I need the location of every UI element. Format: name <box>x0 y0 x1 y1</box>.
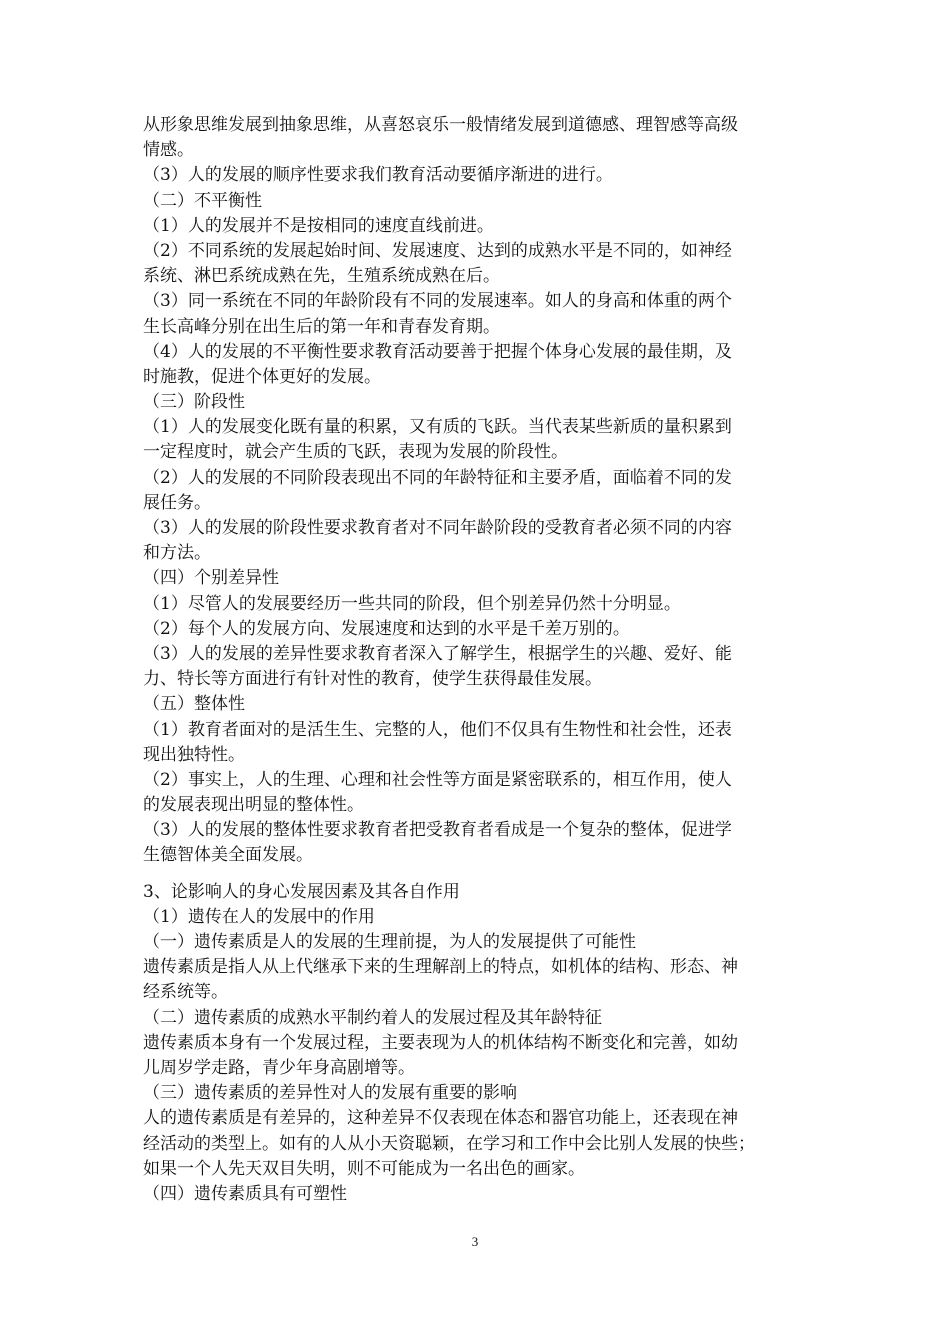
text-line: 生德智体美全面发展。 <box>143 845 313 866</box>
text-line: （3）人的发展的整体性要求教育者把受教育者看成是一个复杂的整体，促进学 <box>143 820 732 841</box>
text-line: （3）人的发展的阶段性要求教育者对不同年龄阶段的受教育者必须不同的内容 <box>143 518 732 538</box>
text-line: 经系统等。 <box>143 982 228 1003</box>
section-heading: （二）遗传素质的成熟水平制约着人的发展过程及其年龄特征 <box>143 1007 602 1028</box>
section-heading: （三）遗传素质的差异性对人的发展有重要的影响 <box>143 1083 517 1104</box>
text-line: 情感。 <box>143 140 194 161</box>
section-heading: （三）阶段性 <box>143 392 245 413</box>
text-line: 遗传素质是指人从上代继承下来的生理解剖上的特点，如机体的结构、形态、神 <box>143 957 738 978</box>
text-line: 力、特长等方面进行有针对性的教育，使学生获得最佳发展。 <box>143 669 602 690</box>
page-number: 3 <box>471 1234 479 1249</box>
text-line: （4）人的发展的不平衡性要求教育活动要善于把握个体身心发展的最佳期，及 <box>143 341 732 362</box>
text-block-section-3 <box>143 880 807 1207</box>
section-heading: （四）个别差异性 <box>143 568 279 589</box>
text-line: （1）人的发展并不是按相同的速度直线前进。 <box>143 215 494 236</box>
document-body <box>143 113 807 1207</box>
text-line: 儿周岁学走路，青少年身高剧增等。 <box>143 1057 415 1078</box>
section-heading: （五）整体性 <box>143 694 245 715</box>
text-line: （3）同一系统在不同的年龄阶段有不同的发展速率。如人的身高和体重的两个 <box>143 291 732 312</box>
text-line: （3）人的发展的顺序性要求我们教育活动要循序渐进的进行。 <box>143 165 613 186</box>
text-line: （1）教育者面对的是活生生、完整的人，他们不仅具有生物性和社会性，还表 <box>143 719 732 740</box>
text-line: 遗传素质本身有一个发展过程，主要表现为人的机体结构不断变化和完善，如幼 <box>143 1032 738 1053</box>
text-line: 如果一个人先天双目失明，则不可能成为一名出色的画家。 <box>143 1158 585 1179</box>
text-line: 展任务。 <box>143 492 211 513</box>
text-line: （3）人的发展的差异性要求教育者深入了解学生，根据学生的兴趣、爱好、能 <box>143 643 732 664</box>
text-block-top <box>143 113 807 869</box>
text-line: 生长高峰分别在出生后的第一年和青春发育期。 <box>143 316 500 337</box>
text-line: 和方法。 <box>143 543 211 564</box>
paragraph-gap <box>143 869 807 880</box>
text-line: 现出独特性。 <box>143 744 245 765</box>
text-line: 人的遗传素质是有差异的，这种差异不仅表现在体态和器官功能上，还表现在神 <box>143 1108 738 1129</box>
section-heading: （四）遗传素质具有可塑性 <box>143 1183 347 1204</box>
section-heading: （二）不平衡性 <box>143 190 262 211</box>
text-line: （1）尽管人的发展要经历一些共同的阶段，但个别差异仍然十分明显。 <box>143 593 681 614</box>
section-title: 3、论影响人的身心发展因素及其各自作用 <box>143 881 460 902</box>
text-line: （2）事实上，人的生理、心理和社会性等方面是紧密联系的，相互作用，使人 <box>143 769 732 790</box>
text-line: （1）遗传在人的发展中的作用 <box>143 906 375 927</box>
text-line: 经活动的类型上。如有的人从小天资聪颖，在学习和工作中会比别人发展的快些； <box>143 1133 755 1154</box>
text-line: 从形象思维发展到抽象思维，从喜怒哀乐一般情绪发展到道德感、理智感等高级 <box>143 115 738 135</box>
text-line: 一定程度时，就会产生质的飞跃，表现为发展的阶段性。 <box>143 442 568 463</box>
text-line: 时施教，促进个体更好的发展。 <box>143 366 381 387</box>
text-line: （1）人的发展变化既有量的积累，又有质的飞跃。当代表某些新质的量积累到 <box>143 417 732 438</box>
text-line: （2）每个人的发展方向、发展速度和达到的水平是千差万别的。 <box>143 618 630 639</box>
text-line: （2）人的发展的不同阶段表现出不同的年龄特征和主要矛盾，面临着不同的发 <box>143 467 732 488</box>
text-line: 系统、淋巴系统成熟在先，生殖系统成熟在后。 <box>143 266 500 287</box>
text-line: （2）不同系统的发展起始时间、发展速度、达到的成熟水平是不同的，如神经 <box>143 240 732 261</box>
section-heading: （一）遗传素质是人的发展的生理前提，为人的发展提供了可能性 <box>143 932 636 952</box>
text-line: 的发展表现出明显的整体性。 <box>143 795 364 816</box>
